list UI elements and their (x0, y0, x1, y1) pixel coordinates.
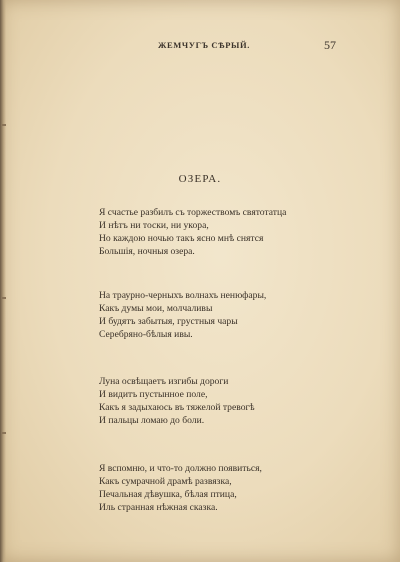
poem-line: Луна освѣщаетъ изгибы дороги (99, 376, 229, 387)
poem-line: И нѣтъ ни тоски, ни укора, (99, 220, 209, 231)
running-title: ЖЕМЧУГЪ СѢРЫЙ. (158, 40, 250, 50)
poem-title: ОЗЕРА. (178, 173, 222, 185)
page-binding-edge (0, 0, 6, 562)
poem-line: И будятъ забытыя, грустныя чары (99, 316, 238, 327)
poem-body (99, 206, 359, 545)
stanza (99, 289, 359, 341)
poem-line: На траурно-черныхъ волнахъ ненюфары, (99, 290, 267, 301)
poem-line: Я счастье разбилъ съ торжествомъ святотатца (99, 207, 287, 218)
stanza (99, 206, 359, 258)
poem-line: Большія, ночныя озера. (99, 246, 195, 257)
binding-stitch (2, 297, 6, 299)
poem-line: Какъ думы мои, молчаливы (99, 303, 213, 314)
poem-line: Печальная дѣвушка, бѣлая птица, (99, 489, 237, 500)
stanza (99, 375, 359, 427)
poem-line: Я вспомню, и что-то должно появиться, (99, 463, 262, 474)
binding-stitch (2, 432, 6, 434)
page-number: 57 (324, 38, 336, 52)
poem-line: Какъ сумрачной драмѣ развязка, (99, 476, 232, 487)
binding-stitch (2, 124, 6, 126)
stanza (99, 462, 359, 514)
poem-line: И пальцы ломаю до боли. (99, 415, 205, 426)
poem-line: Иль странная нѣжная сказка. (99, 502, 218, 513)
poem-line: Какъ я задыхаюсь въ тяжелой тревогѣ (99, 402, 255, 413)
poem-line: И видитъ пустынное поле, (99, 389, 208, 400)
poem-line: Но каждою ночью такъ ясно мнѣ снятся (99, 233, 264, 244)
poem-line: Серебряно-бѣлыя ивы. (99, 329, 193, 340)
page-header (0, 40, 400, 54)
